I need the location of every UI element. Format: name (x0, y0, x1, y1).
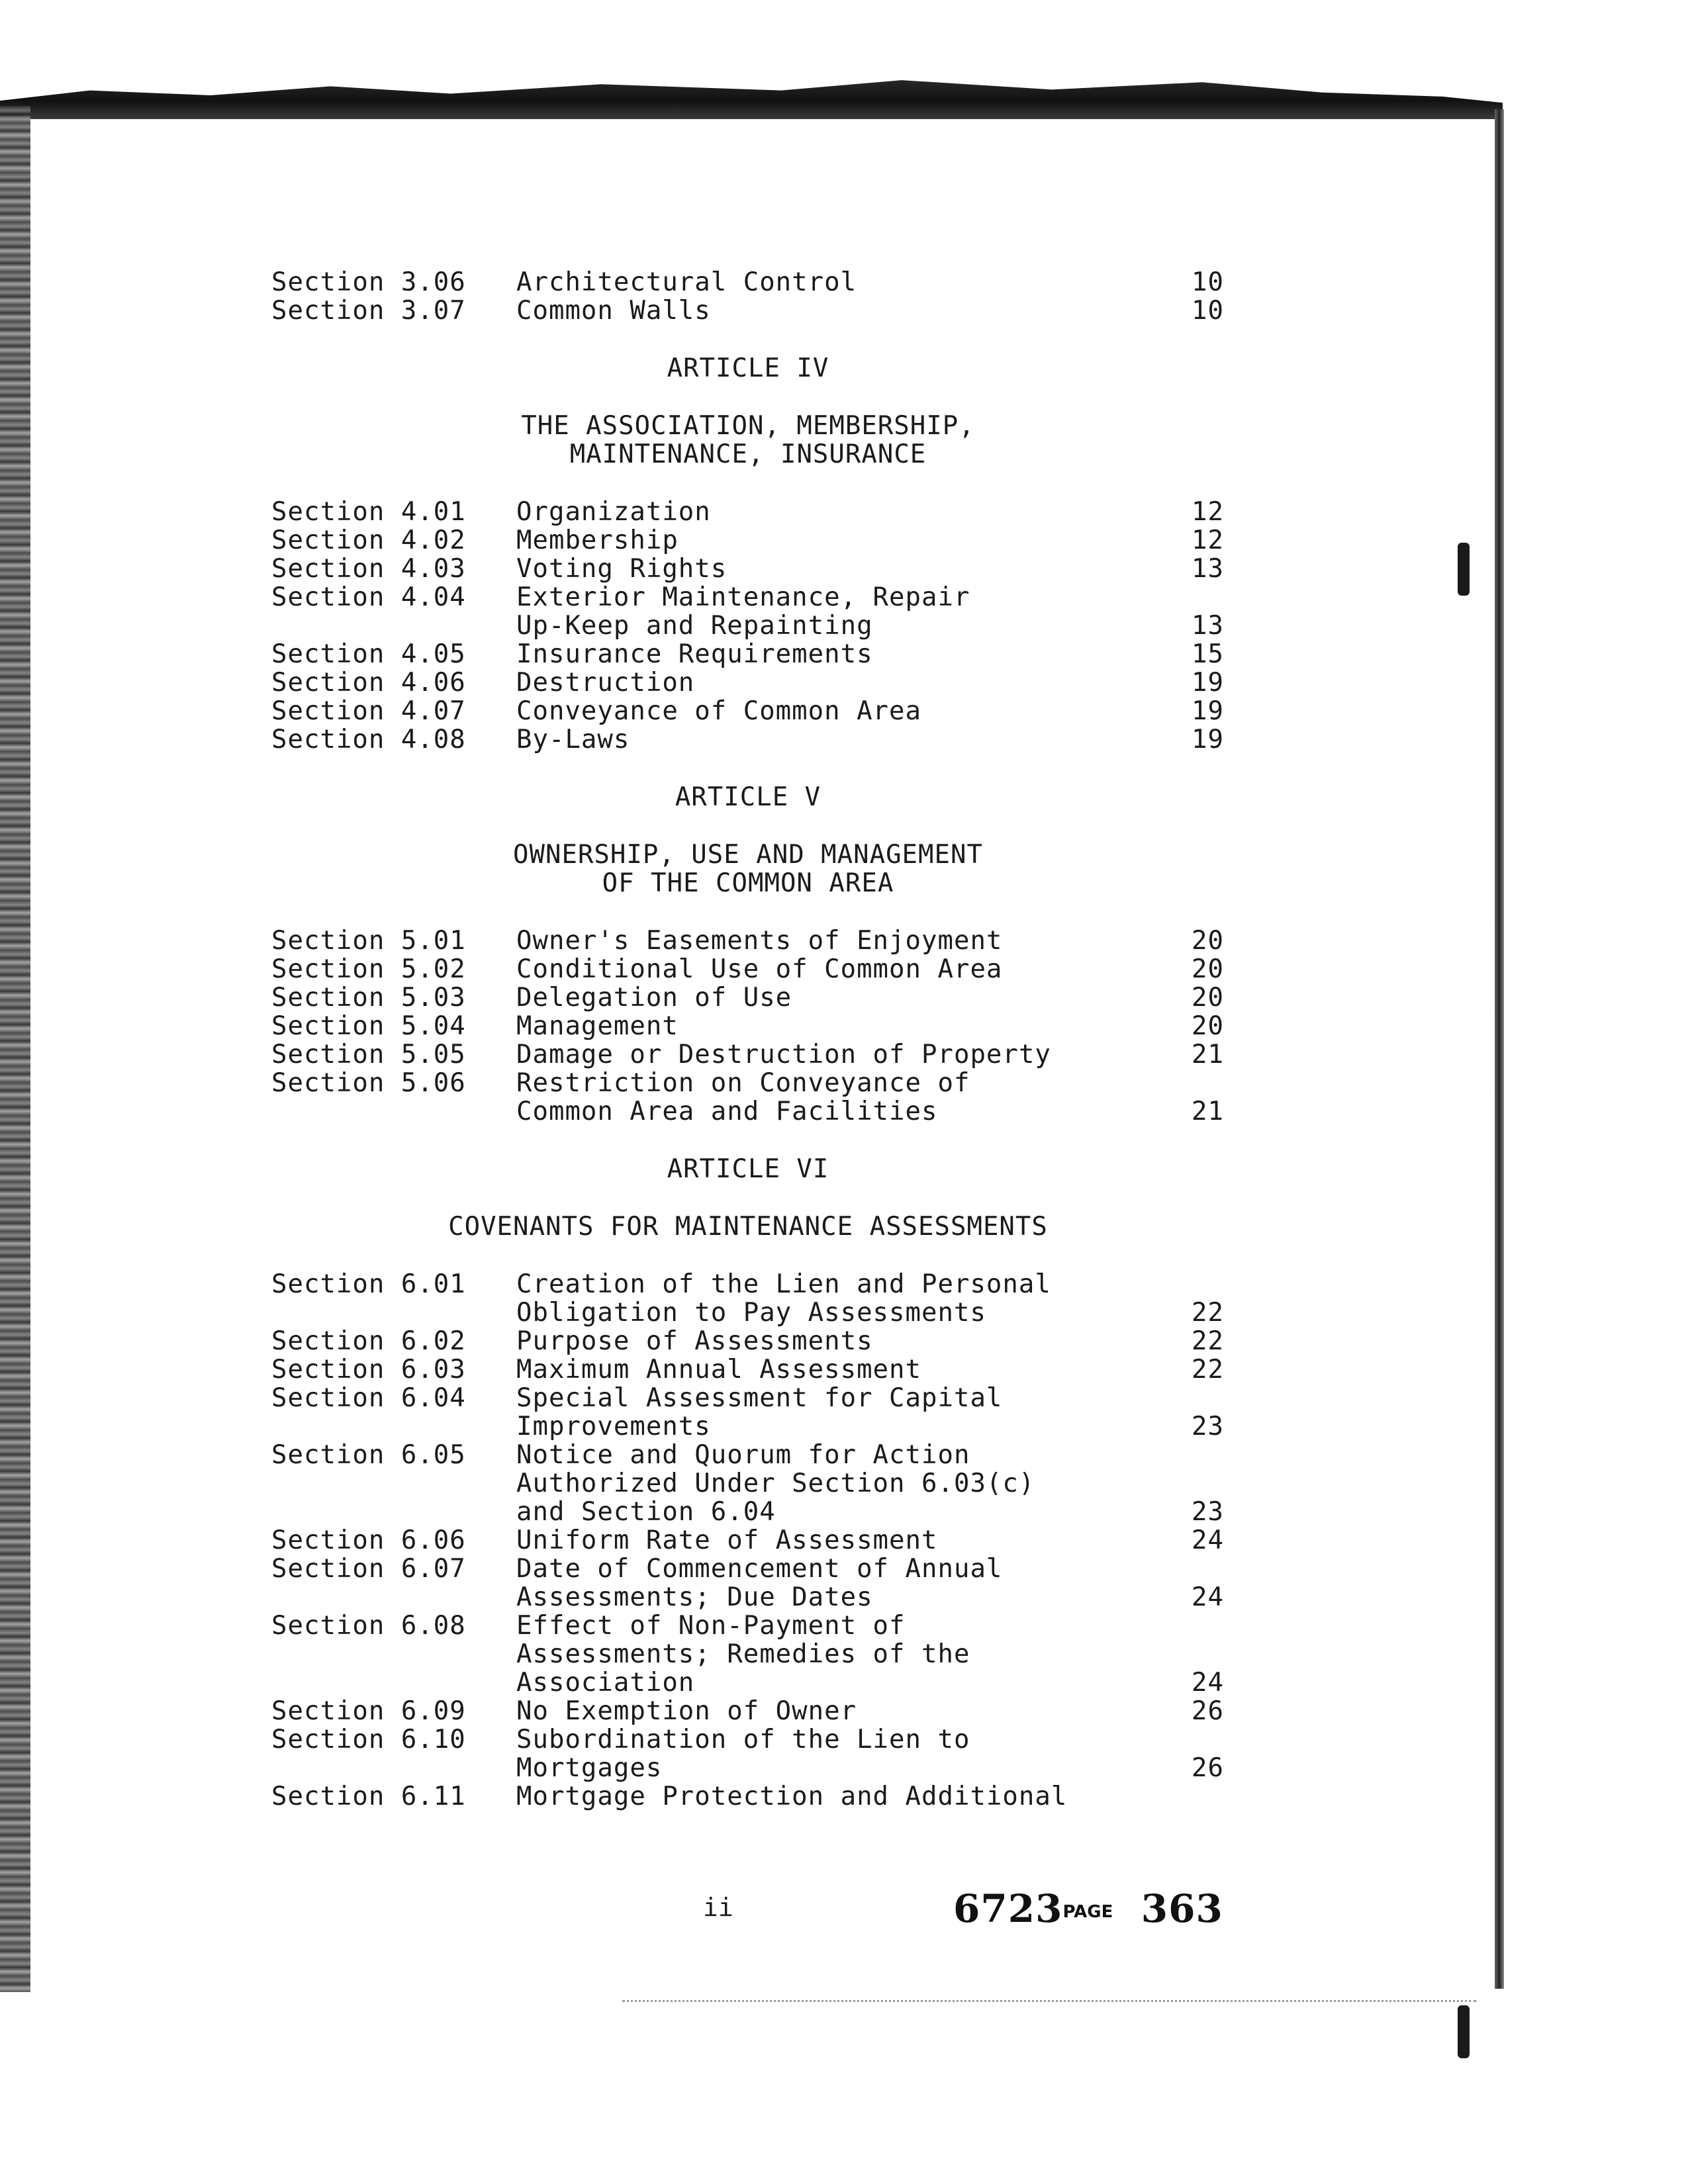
scan-bottom-edge (622, 2000, 1476, 2002)
section-title: Notice and Quorum for Action Authorized Under Section 6.03(c) and Section 6.04 (516, 1440, 1035, 1527)
toc-entry (271, 296, 1264, 325)
section-number: Section 6.02 (271, 1326, 466, 1356)
page-number: 26 (1192, 1696, 1224, 1726)
page-number: 20 (1192, 926, 1224, 956)
article-heading: THE ASSOCIATION, MEMBERSHIP, MAINTENANCE, INSURANCE (521, 411, 975, 469)
section-number: Section 3.07 (271, 296, 466, 326)
section-title: Conditional Use of Common Area (516, 954, 1003, 984)
toc-entry (271, 526, 1264, 555)
toc-entry (271, 1782, 1264, 1811)
section-number: Section 4.08 (271, 725, 466, 754)
article-label: ARTICLE IV (667, 353, 829, 383)
section-title: Management (516, 1011, 679, 1041)
toc-entry (271, 555, 1264, 583)
article-label: ARTICLE VI (667, 1154, 829, 1184)
section-number: Section 5.04 (271, 1011, 466, 1041)
section-number: Section 4.03 (271, 554, 466, 584)
section-number: Section 6.04 (271, 1383, 466, 1413)
toc-entry (271, 697, 1264, 725)
section-number: Section 5.06 (271, 1068, 466, 1098)
page-number: 23 (1192, 1412, 1224, 1441)
recording-stamp (953, 1886, 1223, 1931)
section-title: Special Assessment for Capital Improvements (516, 1383, 1003, 1441)
page-number: 26 (1192, 1753, 1224, 1783)
section-number: Section 4.07 (271, 696, 466, 726)
section-title: Creation of the Lien and Personal Obligation to Pay Assessments (516, 1269, 1051, 1328)
section-title: By-Laws (516, 725, 630, 754)
scan-margin-mark (1458, 2005, 1470, 2058)
roman-page-number: ii (703, 1893, 733, 1922)
section-title: Damage or Destruction of Property (516, 1040, 1051, 1069)
page-number: 19 (1192, 696, 1224, 726)
article-heading: COVENANTS FOR MAINTENANCE ASSESSMENTS (448, 1212, 1048, 1242)
toc-entry (271, 268, 1264, 296)
section-title: Exterior Maintenance, Repair Up-Keep and Repainting (516, 582, 970, 641)
toc-entry (271, 1270, 1264, 1327)
page-number: 24 (1192, 1668, 1224, 1698)
section-title: Voting Rights (516, 554, 727, 584)
section-number: Section 5.05 (271, 1040, 466, 1069)
toc-entry (271, 668, 1264, 697)
section-number: Section 6.07 (271, 1554, 466, 1584)
section-number: Section 3.06 (271, 267, 466, 297)
toc-entry (271, 640, 1264, 668)
section-number: Section 6.10 (271, 1725, 466, 1754)
scan-margin-mark (1458, 543, 1470, 596)
toc-top-group (271, 268, 1264, 325)
section-title: Conveyance of Common Area (516, 696, 921, 726)
page-number: 12 (1192, 525, 1224, 555)
toc-entry (271, 1697, 1264, 1725)
section-title: Purpose of Assessments (516, 1326, 873, 1356)
scan-top-edge (0, 78, 1503, 119)
section-number: Section 6.09 (271, 1696, 466, 1726)
page-number: 20 (1192, 983, 1224, 1013)
book-number: 6723 (953, 1886, 1063, 1931)
page-number: 21 (1192, 1097, 1224, 1126)
toc-entry (271, 1012, 1264, 1040)
article-v-entries (271, 927, 1264, 1126)
toc-entry (271, 1725, 1264, 1782)
toc-entry (271, 1327, 1264, 1355)
section-title: Date of Commencement of Annual Assessments; Due Dates (516, 1554, 1003, 1612)
section-title: Effect of Non-Payment of Assessments; Remedies of the Association (516, 1611, 970, 1698)
section-number: Section 4.04 (271, 582, 466, 612)
article-vi-entries (271, 1270, 1264, 1811)
toc-entry (271, 1040, 1264, 1069)
toc-entry (271, 955, 1264, 983)
section-number: Section 4.01 (271, 497, 466, 527)
section-title: Mortgage Protection and Additional (516, 1782, 1068, 1811)
section-number: Section 4.05 (271, 639, 466, 669)
article-iv-entries (271, 498, 1264, 754)
article-label: ARTICLE V (675, 782, 821, 812)
section-title: Owner's Easements of Enjoyment (516, 926, 1003, 956)
scan-left-edge (0, 106, 30, 1992)
section-title: Restriction on Conveyance of Common Area and Facilities (516, 1068, 970, 1126)
section-number: Section 5.01 (271, 926, 466, 956)
section-number: Section 4.02 (271, 525, 466, 555)
section-title: Membership (516, 525, 679, 555)
page-footer (0, 1886, 1688, 1933)
section-number: Section 6.01 (271, 1269, 466, 1299)
section-number: Section 6.06 (271, 1525, 466, 1555)
section-number: Section 5.02 (271, 954, 466, 984)
page-number: 10 (1192, 296, 1224, 326)
page-number: 24 (1192, 1525, 1224, 1555)
section-title: No Exemption of Owner (516, 1696, 857, 1726)
page-number: 24 (1192, 1582, 1224, 1612)
section-title: Common Walls (516, 296, 711, 326)
section-title: Uniform Rate of Assessment (516, 1525, 938, 1555)
toc-entry (271, 1555, 1264, 1612)
toc-entry (271, 583, 1264, 640)
page-word: PAGE (1062, 1902, 1113, 1922)
toc-entry (271, 983, 1264, 1012)
page-number: 19 (1192, 725, 1224, 754)
section-number: Section 6.05 (271, 1440, 466, 1470)
section-number: Section 6.03 (271, 1355, 466, 1385)
section-number: Section 6.11 (271, 1782, 466, 1811)
page-number: 13 (1192, 611, 1224, 641)
toc-entry (271, 1355, 1264, 1384)
page-number: 23 (1192, 1497, 1224, 1527)
toc-entry (271, 498, 1264, 526)
section-number: Section 6.08 (271, 1611, 466, 1641)
recorded-page-number: 363 (1141, 1886, 1223, 1931)
section-title: Organization (516, 497, 711, 527)
page-number: 15 (1192, 639, 1224, 669)
toc-entry (271, 1612, 1264, 1697)
page-number: 12 (1192, 497, 1224, 527)
page-number: 22 (1192, 1298, 1224, 1328)
toc-entry (271, 725, 1264, 754)
section-title: Architectural Control (516, 267, 857, 297)
page-number: 21 (1192, 1040, 1224, 1069)
page-number: 20 (1192, 954, 1224, 984)
article-heading: OWNERSHIP, USE AND MANAGEMENT OF THE COMMON AREA (513, 840, 983, 898)
scan-right-edge (1495, 109, 1504, 1989)
toc-entry (271, 1069, 1264, 1126)
toc-entry (271, 1441, 1264, 1526)
section-number: Section 5.03 (271, 983, 466, 1013)
toc-entry (271, 1526, 1264, 1555)
page-number: 10 (1192, 267, 1224, 297)
section-title: Maximum Annual Assessment (516, 1355, 921, 1385)
page-number: 19 (1192, 668, 1224, 698)
section-title: Insurance Requirements (516, 639, 873, 669)
section-title: Destruction (516, 668, 695, 698)
toc-entry (271, 1384, 1264, 1441)
section-title: Delegation of Use (516, 983, 792, 1013)
page-number: 22 (1192, 1355, 1224, 1385)
toc-entry (271, 927, 1264, 955)
page-number: 22 (1192, 1326, 1224, 1356)
section-title: Subordination of the Lien to Mortgages (516, 1725, 970, 1783)
page-number: 13 (1192, 554, 1224, 584)
table-of-contents (271, 268, 1264, 1811)
page-number: 20 (1192, 1011, 1224, 1041)
section-number: Section 4.06 (271, 668, 466, 698)
